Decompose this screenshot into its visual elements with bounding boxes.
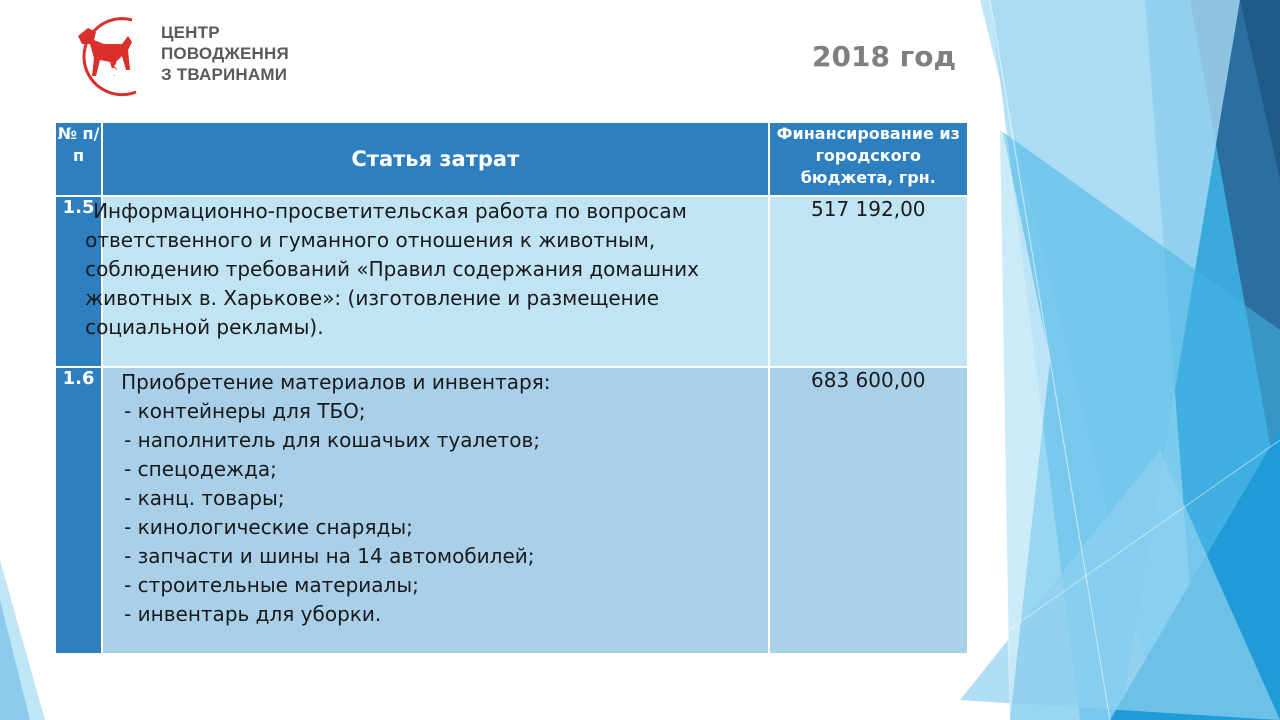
list-item: - инвентарь для уборки.	[124, 602, 382, 626]
row-amount: 517 192,00	[769, 196, 968, 367]
table-row	[55, 367, 968, 654]
row-number: 1.5	[55, 196, 102, 367]
list-item: - наполнитель для кошачьих туалетов;	[124, 428, 540, 452]
dog-cat-heart-logo-icon	[70, 14, 160, 100]
logo-line-3: З ТВАРИНАМИ	[161, 65, 288, 84]
row-amount: 683 600,00	[769, 367, 968, 654]
row-description	[102, 367, 768, 654]
list-item: - спецодежда;	[124, 457, 277, 481]
row-description	[85, 196, 768, 367]
header-funding: Финансирование из городского бюджета, грн.	[769, 122, 968, 196]
list-item: - канц. товары;	[124, 486, 285, 510]
header-number: № п/п	[55, 122, 102, 196]
logo-line-2: ПОВОДЖЕННЯ	[161, 44, 289, 63]
table-header-row	[55, 122, 968, 196]
costs-table	[54, 121, 969, 655]
header-cost-item: Статья затрат	[102, 122, 768, 196]
list-item: - кинологические снаряды;	[124, 515, 413, 539]
list-item: - запчасти и шины на 14 автомобилей;	[124, 544, 535, 568]
list-item: - контейнеры для ТБО;	[124, 399, 366, 423]
logo-text	[161, 22, 289, 85]
table-row	[55, 196, 968, 367]
row-description-title: Приобретение материалов и инвентаря:	[121, 370, 551, 394]
organization-logo	[70, 14, 300, 100]
logo-line-1: ЦЕНТР	[161, 23, 220, 42]
list-item: - строительные материалы;	[124, 573, 419, 597]
row-number: 1.6	[55, 367, 102, 654]
year-title: 2018 год	[812, 40, 957, 73]
row-description-text: Информационно-просветительская работа по вопросам ответственного и гуманного отношения к животным, соблюдению требований «Правил содержания домашних животных в. Харькове»: (изготовление и размещение социальной рекламы).	[85, 199, 699, 339]
